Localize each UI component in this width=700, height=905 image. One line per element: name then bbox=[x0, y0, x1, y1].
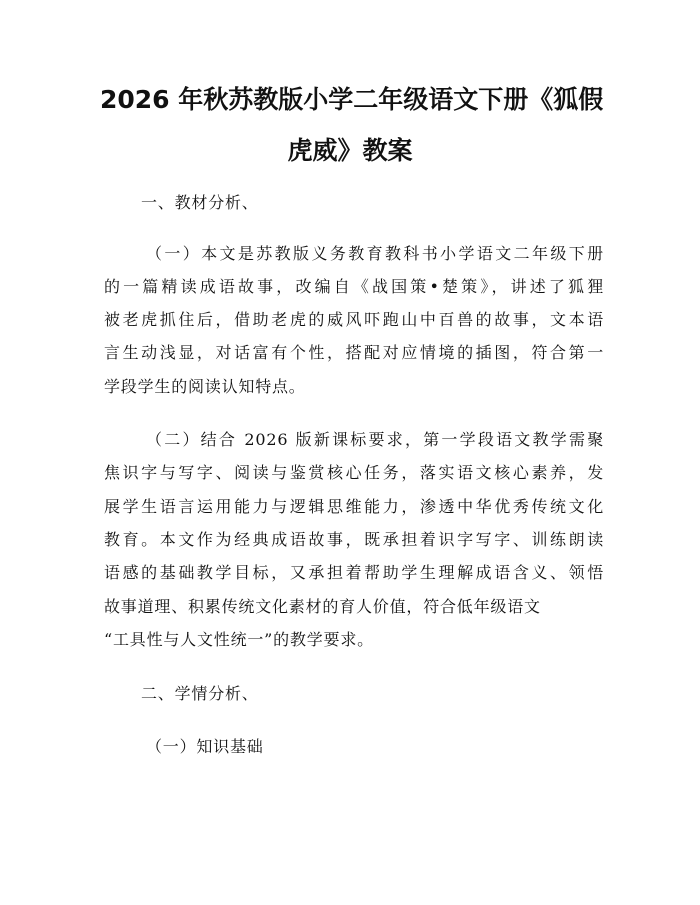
paragraph-1-line-3: 被老虎抓住后，借助老虎的威风吓跑山中百兽的故事，文本语 bbox=[104, 310, 604, 329]
paragraph-1-line-4: 言生动浅显，对话富有个性，搭配对应情境的插图，符合第一 bbox=[104, 343, 604, 362]
section-heading-learner-analysis: 二、学情分析、 bbox=[141, 684, 259, 703]
paragraph-2-line-7: “工具性与人文性统一”的教学要求。 bbox=[104, 630, 374, 649]
subsection-heading-knowledge-base: （一）知识基础 bbox=[146, 737, 264, 756]
paragraph-2-line-5: 语感的基础教学目标，又承担着帮助学生理解成语含义、领悟 bbox=[104, 563, 604, 582]
paragraph-2-line-3: 展学生语言运用能力与逻辑思维能力，渗透中华优秀传统文化 bbox=[104, 497, 604, 516]
paragraph-2-line-1: （二）结合 2026 版新课标要求，第一学段语文教学需聚 bbox=[146, 430, 604, 449]
paragraph-1-line-1: （一）本文是苏教版义务教育教科书小学语文二年级下册 bbox=[146, 244, 604, 263]
document-title-line-1: 2026 年秋苏教版小学二年级语文下册《狐假 bbox=[100, 85, 604, 114]
paragraph-2-line-2: 焦识字与写字、阅读与鉴赏核心任务，落实语文核心素养，发 bbox=[104, 463, 604, 482]
paragraph-2-line-6: 故事道理、积累传统文化素材的育人价值，符合低年级语文 bbox=[104, 597, 541, 616]
document-title-line-2: 虎威》教案 bbox=[287, 136, 413, 165]
paragraph-1-line-5: 学段学生的阅读认知特点。 bbox=[104, 377, 306, 396]
paragraph-1-line-2: 的一篇精读成语故事，改编自《战国策•楚策》，讲述了狐狸 bbox=[104, 277, 604, 296]
section-heading-textbook-analysis: 一、教材分析、 bbox=[141, 193, 259, 212]
paragraph-2-line-4: 教育。本文作为经典成语故事，既承担着识字写字、训练朗读 bbox=[104, 530, 604, 549]
